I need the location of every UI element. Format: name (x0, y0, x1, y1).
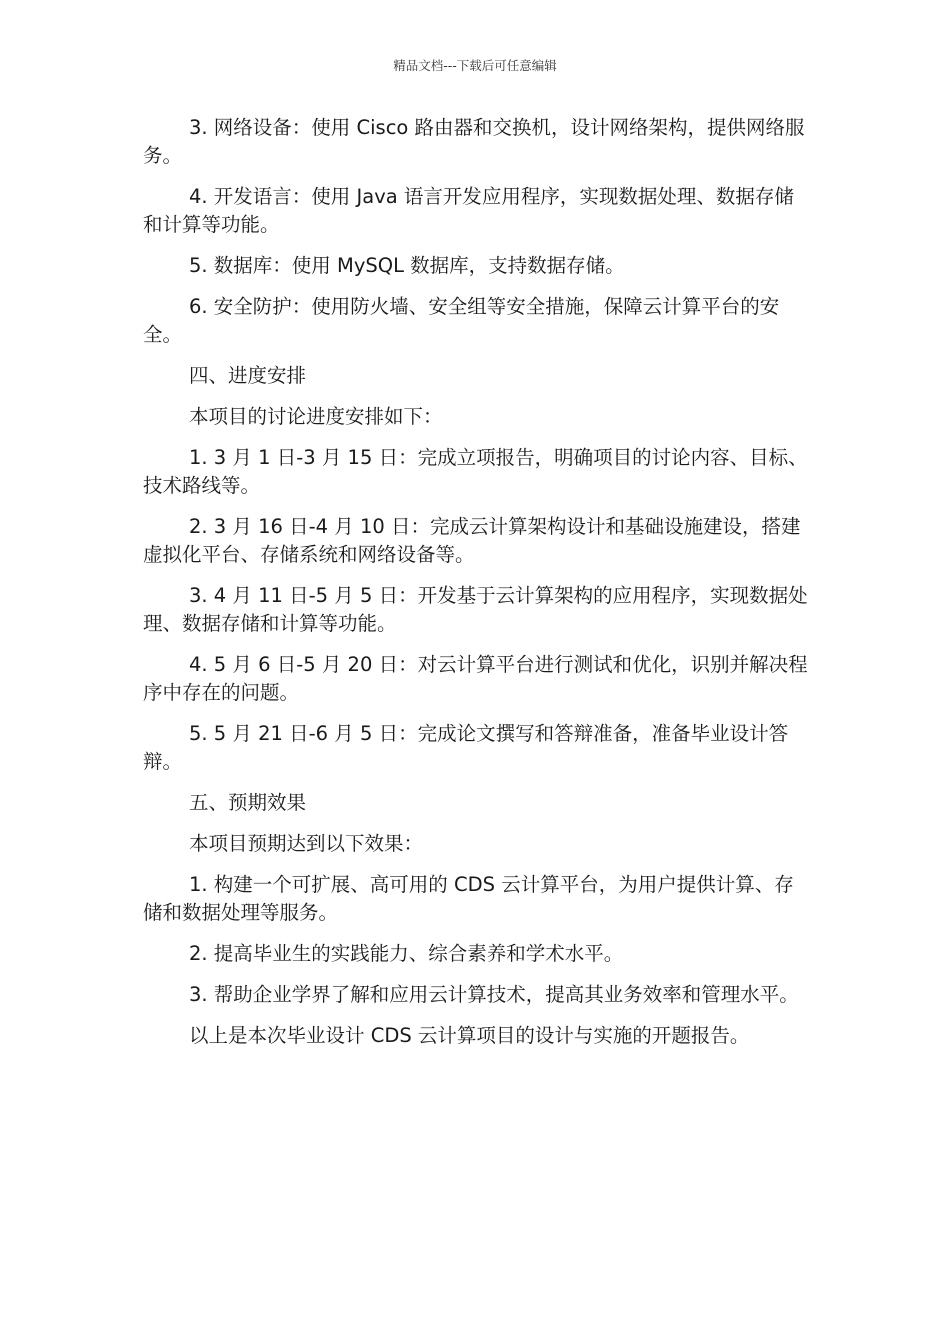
schedule-item-4: 4. 5 月 6 日-5 月 20 日：对云计算平台进行测试和优化，识别并解决程序中存在的问题。 (143, 653, 808, 704)
paragraph-dev-language: 4. 开发语言：使用 Java 语言开发应用程序，实现数据处理、数据存储和计算等功能。 (143, 185, 794, 236)
section-heading-schedule: 四、进度安排 (189, 364, 307, 387)
page-header: 精品文档---下载后可任意编辑 (393, 58, 557, 73)
paragraph-conclusion: 以上是本次毕业设计 CDS 云计算项目的设计与实施的开题报告。 (189, 1024, 750, 1047)
paragraph-network-devices: 3. 网络设备：使用 Cisco 路由器和交换机，设计网络架构，提供网络服务。 (143, 116, 805, 167)
paragraph-database: 5. 数据库：使用 MySQL 数据库，支持数据存储。 (189, 254, 625, 277)
section-heading-expected-results: 五、预期效果 (189, 791, 307, 814)
schedule-item-5: 5. 5 月 21 日-6 月 5 日：完成论文撰写和答辩准备，准备毕业设计答辩。 (143, 722, 789, 773)
schedule-item-2: 2. 3 月 16 日-4 月 10 日：完成云计算架构设计和基础设施建设，搭建虚拟化平台、存储系统和网络设备等。 (143, 515, 801, 566)
result-item-3: 3. 帮助企业学界了解和应用云计算技术，提高其业务效率和管理水平。 (189, 983, 799, 1006)
paragraph-security: 6. 安全防护：使用防火墙、安全组等安全措施，保障云计算平台的安全。 (143, 295, 780, 346)
result-item-2: 2. 提高毕业生的实践能力、综合素养和学术水平。 (189, 942, 624, 965)
paragraph-schedule-intro: 本项目的讨论进度安排如下： (189, 405, 443, 428)
document-body (143, 114, 811, 1063)
paragraph-results-intro: 本项目预期达到以下效果： (189, 832, 424, 855)
result-item-1: 1. 构建一个可扩展、高可用的 CDS 云计算平台，为用户提供计算、存储和数据处理等服务。 (143, 873, 794, 924)
schedule-item-3: 3. 4 月 11 日-5 月 5 日：开发基于云计算架构的应用程序，实现数据处理、数据存储和计算等功能。 (143, 584, 808, 635)
schedule-item-1: 1. 3 月 1 日-3 月 15 日：完成立项报告，明确项目的讨论内容、目标、技术路线等。 (143, 446, 808, 497)
